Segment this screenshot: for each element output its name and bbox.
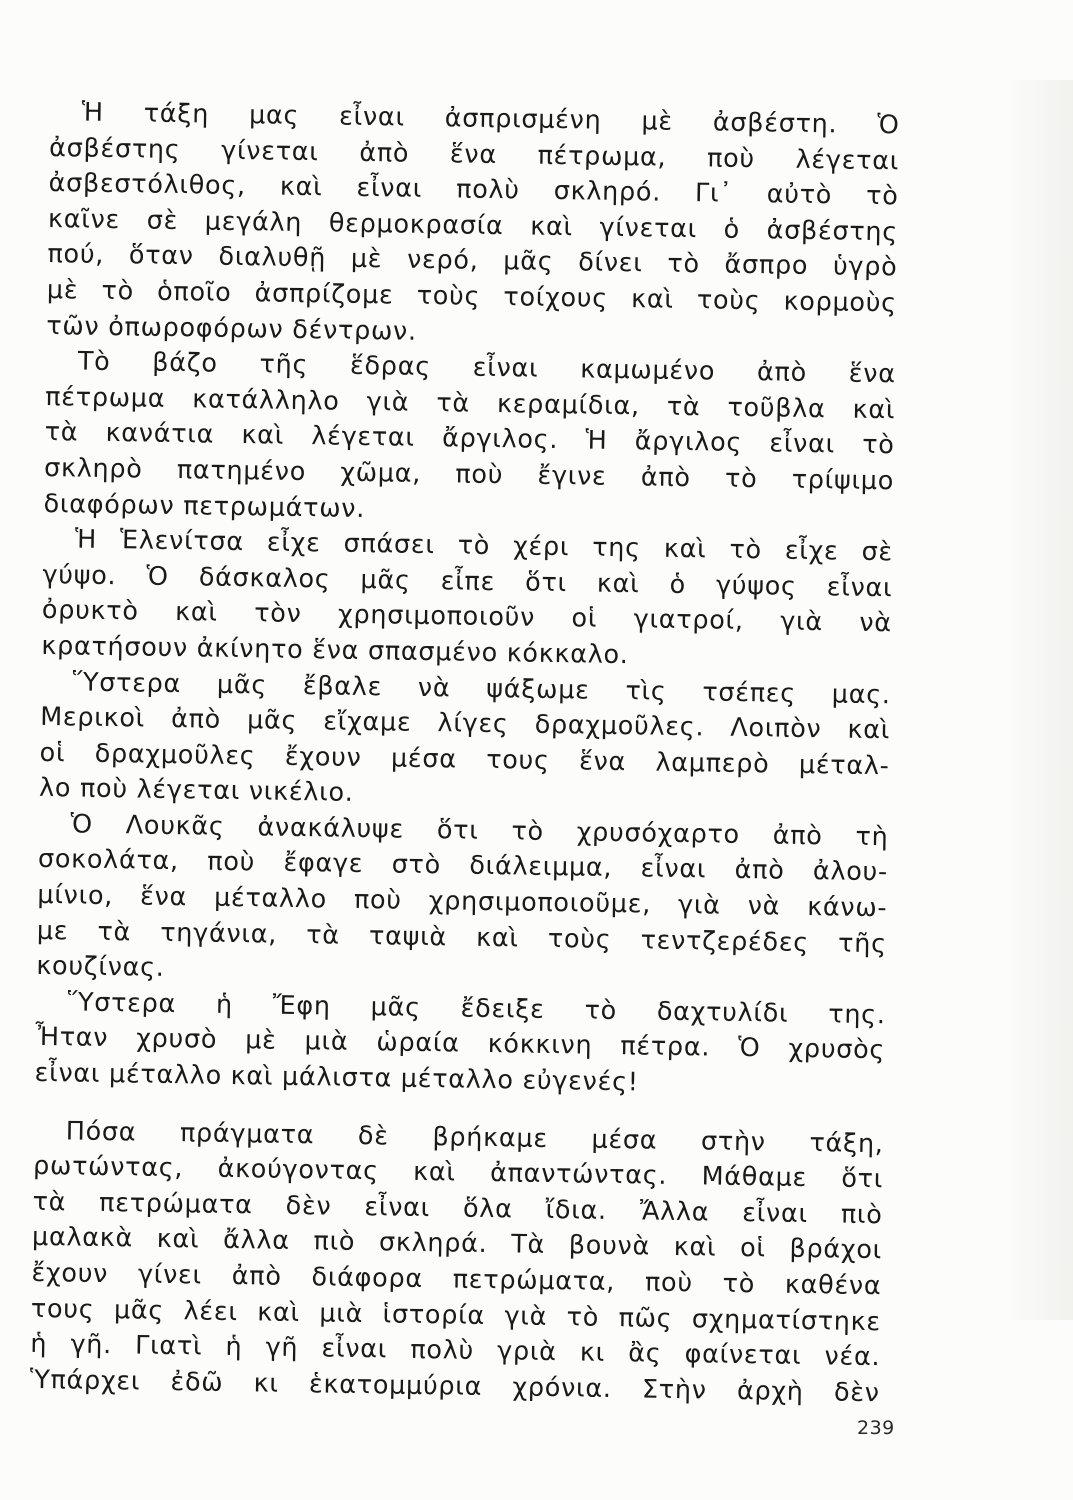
text-line: Ὕστερα μᾶς ἔβαλε νὰ ψάξωμε τὶς τσέπες μας. xyxy=(72,666,891,710)
text-line: Μερικοὶ ἀπὸ μᾶς εἴχαμε λίγες δραχμοῦλες. Λοιπὸν καὶ xyxy=(39,702,891,746)
facing-page-shadow xyxy=(1003,80,1073,1320)
text-line: Ἦταν χρυσὸ μὲ μιὰ ὡραία κόκκινη πέτρα. Ὁ χρυσὸς xyxy=(34,1022,886,1066)
text-line: κουζίνας. xyxy=(36,951,165,984)
text-line: πού, ὅταν διαλυθῇ μὲ νερό, μᾶς δίνει τὸ ἄσπρο ὑγρὸ xyxy=(47,239,898,283)
text-line: τὰ κανάτια καὶ λέγεται ἄργιλος. Ἡ ἄργιλος εἶναι τὸ xyxy=(44,417,895,461)
text-line: τὰ πετρώματα δὲν εἶναι ὅλα ἴδια. Ἄλλα εἶναι πιὸ xyxy=(32,1186,883,1231)
text-line: Ὕστερα ἡ Ἔφη μᾶς ἔδειξε τὸ δαχτυλίδι της. xyxy=(67,987,886,1031)
text-line: ἀσβέστης γίνεται ἀπὸ ἕνα πέτρωμα, ποὺ λέγεται xyxy=(48,132,900,176)
text-line: γύψο. Ὁ δάσκαλος μᾶς εἶπε ὅτι καὶ ὁ γύψος εἶναι xyxy=(42,559,893,604)
text-line: Τὸ βάζο τῆς ἕδρας εἶναι καμωμένο ἀπὸ ἕνα xyxy=(77,346,896,390)
text-line: ἡ γῆ. Γιατὶ ἡ γῆ εἶναι πολὺ γριὰ κι ἂς φαίνεται νέα. xyxy=(30,1329,881,1373)
text-line: μαλακὰ καὶ ἄλλα πιὸ σκληρά. Τὰ βουνὰ καὶ οἱ βράχοι xyxy=(31,1222,883,1266)
text-line: οἱ δραχμοῦλες ἔχουν μέσα τους ἕνα λαμπερὸ μέταλ- xyxy=(39,737,890,781)
text-line: Ἡ Ἑλενίτσα εἶχε σπάσει τὸ χέρι της καὶ τὸ εἶχε σὲ xyxy=(74,524,894,568)
text-line: πέτρωμα κατάλληλο γιὰ τὰ κεραμίδια, τὰ τοῦβλα καὶ xyxy=(45,381,896,426)
text-line: ἀσβεστόλιθος, καὶ εἶναι πολὺ σκληρό. Γι᾽ αὐτὸ τὸ xyxy=(48,168,899,212)
text-line: λο ποὺ λέγεται νικέλιο. xyxy=(38,773,354,809)
text-line: μίνιο, ἕνα μέταλλο ποὺ χρησιμοποιοῦμε, γιὰ νὰ κάνω- xyxy=(37,879,888,924)
text-line: μὲ τὸ ὁποῖο ἀσπρίζομε τοὺς τοίχους καὶ τοὺς κορμοὺς xyxy=(46,274,898,319)
text-line: κρατήσουν ἀκίνητο ἕνα σπασμένο κόκκαλο. xyxy=(41,630,629,671)
text-line: με τὰ τηγάνια, τὰ ταψιὰ καὶ τοὺς τεντζερέδες τῆς xyxy=(36,915,888,959)
text-line: τῶν ὀπωροφόρων δέντρων. xyxy=(46,310,418,347)
text-line: Ὑπάρχει ἐδῶ κι ἑκατομμύρια χρόνια. Στὴν ἀρχὴ δὲν xyxy=(29,1364,880,1408)
text-line: Ὁ Λουκᾶς ἀνακάλυψε ὅτι τὸ χρυσόχαρτο ἀπὸ τὴ xyxy=(70,809,889,853)
text-line: τους μᾶς λέει καὶ μιὰ ἱστορία γιὰ τὸ πῶς σχηματίστηκε xyxy=(30,1293,882,1337)
text-line: ἔχουν γίνει ἀπὸ διάφορα πετρώματα, ποὺ τὸ καθένα xyxy=(31,1257,882,1302)
text-line: ρωτώντας, ἀκούγοντας καὶ ἀπαντώντας. Μάθαμε ὅτι xyxy=(32,1151,884,1195)
text-line: ὀρυκτὸ καὶ τὸν χρησιμοποιοῦν οἱ γιατροί, γιὰ νὰ xyxy=(41,595,893,639)
text-line: διαφόρων πετρωμάτων. xyxy=(43,488,366,524)
text-line: εἶναι μέταλλο καὶ μάλιστα μέταλλο εὐγενές! xyxy=(34,1057,639,1098)
page-number: 239 xyxy=(857,1417,895,1439)
text-line: σκληρὸ πατημένο χῶμα, ποὺ ἔγινε ἀπὸ τὸ τρίψιμο xyxy=(43,452,895,497)
text-line: Ἡ τάξη μας εἶναι ἀσπρισμένη μὲ ἀσβέστη. Ὁ xyxy=(81,97,900,141)
text-line: Πόσα πράγματα δὲ βρήκαμε μέσα στὴν τάξη, xyxy=(65,1116,884,1159)
text-line: καῖνε σὲ μεγάλη θερμοκρασία καὶ γίνεται ὁ ἀσβέστης xyxy=(47,203,899,248)
body-text xyxy=(30,95,900,1412)
text-line: σοκολάτα, ποὺ ἔφαγε στὸ διάλειμμα, εἶναι ἀπὸ ἀλου- xyxy=(37,844,889,888)
